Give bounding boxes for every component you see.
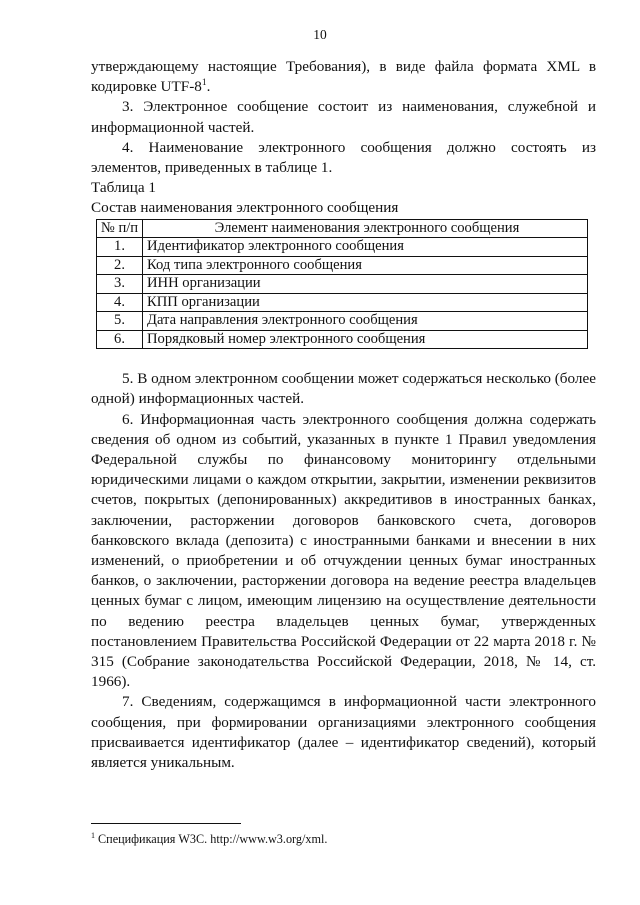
table-row [97, 312, 588, 331]
paragraph-continuation: утверждающему настоящие Требования), в виде файла формата XML в кодировке UTF-8$^1$. [91, 58, 596, 96]
paragraph-4: 4. Наименование электронного сообщения должно состоять из элементов, приведенных в таблице 1. [91, 138, 596, 177]
row-element: ИНН организации [143, 275, 588, 294]
paragraph-5: 5. В одном электронном сообщении может содержаться несколько (более одной) информационных частей. [91, 370, 596, 408]
row-num: 4. [97, 293, 143, 312]
table-row [97, 293, 588, 312]
table-row [97, 275, 588, 294]
header-element: Элемент наименования электронного сообщения [143, 219, 588, 238]
footnote-mark: 1 [91, 831, 95, 840]
table-row [97, 238, 588, 257]
row-element: Идентификатор электронного сообщения [143, 238, 588, 257]
paragraph-6: 6. Информационная часть электронного сообщения должна содержать сведения об одном из событий, указанных в пункте 1 Правил уведомления Федеральной службы по финансовому мониторингу отдельными юридическими лицами о каждом открытии, закрытии, изменении реквизитов счетов, покрытых (депонированных) аккредитивов в иностранных банках, заключении, расторжении договоров банковского счета, договоров банковского вклада (депозита) с иностранными банками и внесении в них изменений, о приобретении и об отчуждении ценных бумаг иностранных банков, о заключении, расторжении договора на ведение реестра владельцев ценных бумаг с лицом, имеющим лицензию на осуществление деятельности по ведению реестра владельцев ценных бумаг, утвержденных постановлением Правительства Российской Федерации от 22 марта 2018 г. № 315 (Собрание законодательства Российской Федерации, 2018, № 14, ст. 1966). [91, 410, 596, 691]
row-num: 1. [97, 238, 143, 257]
header-num: № п/п [97, 219, 143, 238]
row-element: Код типа электронного сообщения [143, 256, 588, 275]
table-row [97, 330, 588, 349]
footnote [91, 831, 327, 847]
row-element: КПП организации [143, 293, 588, 312]
footnote-text: Спецификация W3C. http://www.w3.org/xml. [98, 832, 328, 847]
table-row [97, 256, 588, 275]
footnote-reference: 1 [201, 78, 207, 89]
row-num: 6. [97, 330, 143, 349]
table-header-row [97, 219, 588, 238]
row-num: 2. [97, 256, 143, 275]
row-element: Дата направления электронного сообщения [143, 312, 588, 331]
row-num: 3. [97, 275, 143, 294]
row-num: 5. [97, 312, 143, 331]
footnote-divider [91, 823, 241, 824]
paragraph-3: 3. Электронное сообщение состоит из наименования, служебной и информационной частей. [91, 98, 596, 136]
paragraph-7: 7. Сведениям, содержащимся в информационной части электронного сообщения, при формировании организациями электронного сообщения присваивается идентификатор (далее – идентификатор сведений), который является уникальным. [91, 693, 596, 771]
document-body [91, 57, 596, 773]
elements-table [96, 219, 588, 350]
page-number: 10 [313, 27, 327, 42]
row-element: Порядковый номер электронного сообщения [143, 330, 588, 349]
table-title: Состав наименования электронного сообщения [91, 199, 399, 217]
table-label: Таблица 1 [91, 179, 156, 197]
